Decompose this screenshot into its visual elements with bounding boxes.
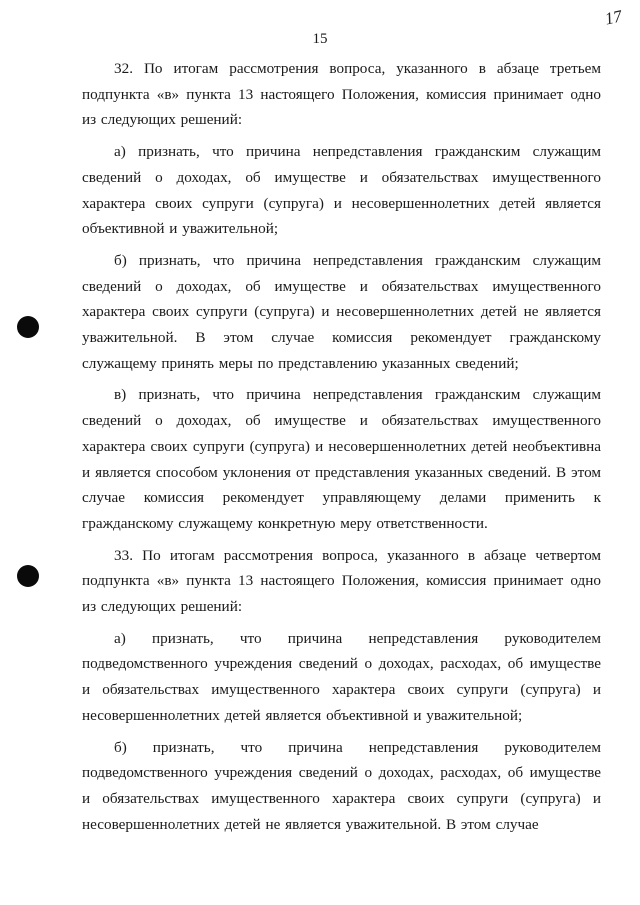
paragraph-33: 33. По итогам рассмотрения вопроса, указанного в абзаце четвертом подпункта «в» пункта 13 настоящего Положения, комиссия принимает одно из следующих решений: [82, 546, 601, 616]
paragraph-32-b: б) признать, что причина непредставления гражданским служащим сведений о доходах, об имуществе и обязательствах имущественного характера своих супруги (супруга) и несовершеннолетних детей не является уважительной. В этом случае комиссия рекомендует гражданскому служащему принять меры по представлению указанных сведений; [82, 251, 601, 372]
paragraph-32-a: а) признать, что причина непредставления гражданским служащим сведений о доходах, об имуществе и обязательствах имущественного характера своих супруги (супруга) и несовершеннолетних детей является объективной и уважительной; [82, 143, 601, 238]
handwritten-page-mark: 17 [603, 6, 624, 29]
document-body [82, 56, 601, 837]
paragraph-33-a: а) признать, что причина непредставления руководителем подведомственного учреждения сведений о доходах, расходах, об имуществе и обязательствах имущественного характера своих супруги (супруга) и несовершеннолетних детей является объективной и уважительной; [82, 629, 601, 724]
punch-hole-dot [17, 316, 39, 338]
page-number: 15 [312, 31, 328, 47]
paragraph-33-b: б) признать, что причина непредставления руководителем подведомственного учреждения сведений о доходах, расходах, об имуществе и обязательствах имущественного характера своих супруги (супруга) и несовершеннолетних детей не является уважительной. В этом случае [82, 738, 601, 833]
paragraph-32: 32. По итогам рассмотрения вопроса, указанного в абзаце третьем подпункта «в» пункта 13 настоящего Положения, комиссия принимает одно из следующих решений: [82, 60, 601, 129]
paragraph-32-v: в) признать, что причина непредставления гражданским служащим сведений о доходах, об имуществе и обязательствах имущественного характера своих супруги (супруга) и несовершеннолетних детей необъективна и является способом уклонения от представления указанных сведений. В этом случае комиссия рекомендует управляющему делами применить к гражданскому служащему конкретную меру ответственности. [82, 386, 601, 532]
punch-hole-dot [17, 565, 39, 587]
